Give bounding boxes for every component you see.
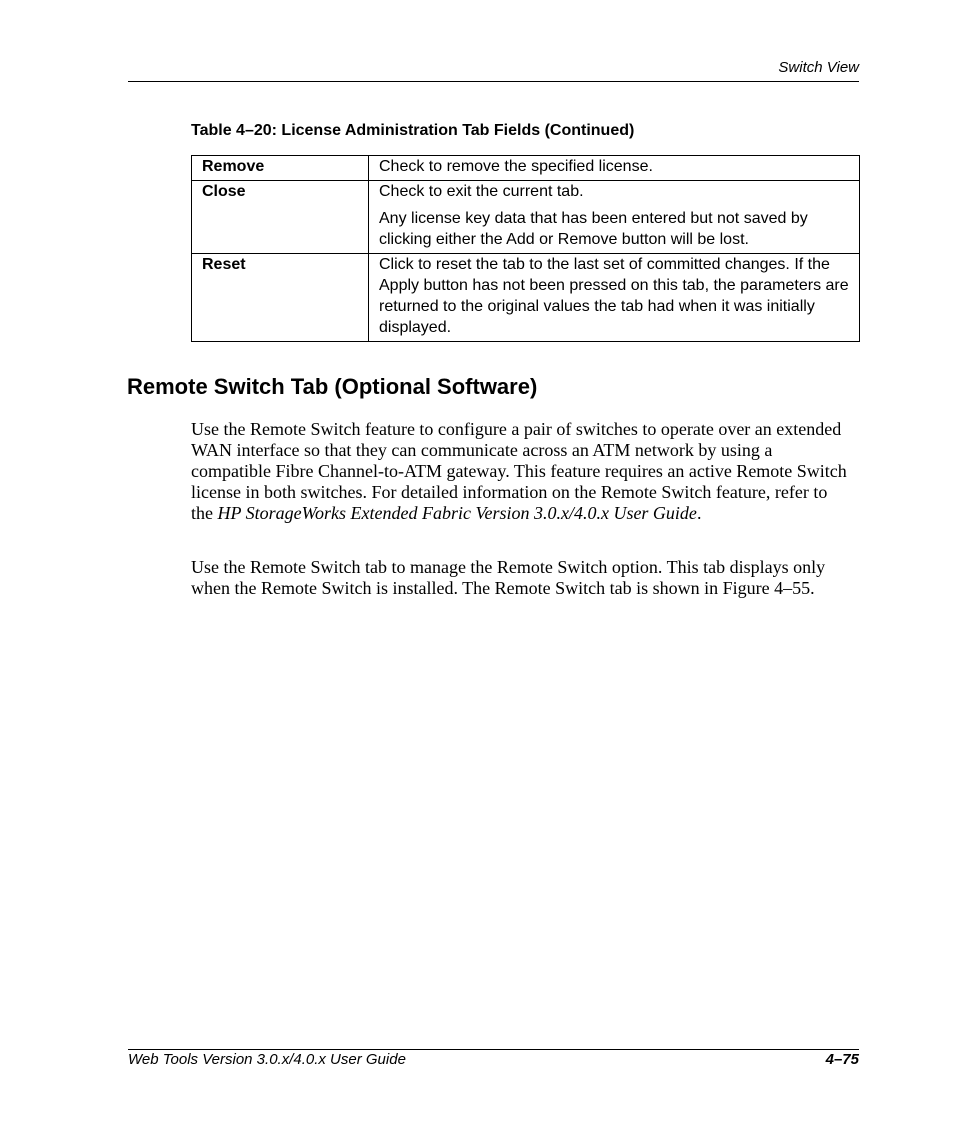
description-paragraph: Check to remove the specified license. [379,158,653,175]
field-name-close: Close [192,181,369,254]
header-rule [128,81,859,82]
section-heading: Remote Switch Tab (Optional Software) [127,374,538,399]
field-description [369,254,860,342]
table-row [192,254,860,342]
table-caption: Table 4–20: License Administration Tab Fields (Continued) [191,122,635,139]
description-paragraph: Click to reset the tab to the last set of committed changes. If the Apply button has not been pressed on this tab, the parameters are returned to the original values the tab had when it was initially displayed. [379,256,849,336]
body-paragraph-2: Use the Remote Switch tab to manage the Remote Switch option. This tab displays only when the Remote Switch is installed. The Remote Switch tab is shown in Figure 4–55. [191,557,826,598]
field-name-remove: Remove [192,156,369,181]
table-row [192,156,860,181]
field-description [369,156,860,181]
license-fields-table [191,155,860,342]
running-header-title: Switch View [778,59,859,76]
footer-rule [128,1049,859,1050]
body-paragraph-1 [191,419,851,524]
footer-page-number: 4–75 [825,1051,859,1068]
footer-book-title: Web Tools Version 3.0.x/4.0.x User Guide [128,1051,406,1068]
book-title-reference: HP StorageWorks Extended Fabric Version 3.0.x/4.0.x User Guide [217,503,697,523]
paragraph-text: Use the Remote Switch feature to configure a pair of switches to operate over an extended WAN interface so that they can communicate across an ATM network by using a compatible Fibre Channel-to-ATM gateway. This feature requires an active Remote Switch license in both switches. For detailed information on the Remote Switch feature, refer to the [191,419,847,523]
description-paragraph: Check to exit the current tab. [379,183,584,200]
description-paragraph: Any license key data that has been entered but not saved by clicking either the Add or Remove button will be lost. [379,210,808,248]
field-name-reset: Reset [192,254,369,342]
field-description [369,181,860,254]
table-row [192,181,860,254]
paragraph-text: . [696,503,702,523]
